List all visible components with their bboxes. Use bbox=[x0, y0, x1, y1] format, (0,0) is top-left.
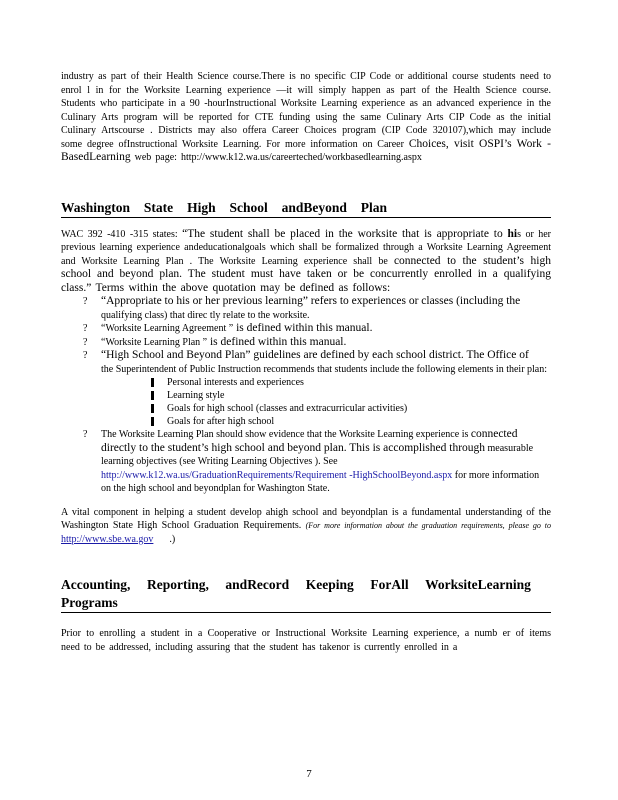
list-item-text: measurable learning objectives (see Writing Learning Objectives ). See bbox=[101, 442, 534, 467]
list-item-text: is defined within this manual. bbox=[233, 322, 373, 334]
section-heading-accounting bbox=[61, 576, 531, 594]
wac-quote-end: connected to the student’s high school and beyond plan. The student must have taken or be concurrently enrolled in a qualifying class.” Terms within the above quotation may be defined as follows: bbox=[61, 254, 551, 294]
bullet-mark: ? bbox=[83, 296, 88, 307]
bullet-mark: ? bbox=[83, 429, 88, 440]
bullet-mark: ? bbox=[83, 323, 88, 334]
list-item-text: “High School and Beyond Plan” guidelines are defined by each school district. The Office of bbox=[101, 349, 529, 361]
heading-word: Reporting, bbox=[146, 577, 209, 592]
square-bullet-icon bbox=[151, 391, 154, 400]
wac-quote-middle: s or her previous learning experience andeducationalgoals which shall be formalized through a Worksite Learning Agreement and Worksite Learning Plan . The Worksite Learning experience shall be bbox=[61, 228, 551, 267]
wac-paragraph bbox=[61, 228, 551, 296]
list-item-text: connected directly to the student’s high school and beyond plan. This is accomplished through bbox=[101, 428, 518, 454]
plan-element bbox=[151, 415, 551, 428]
list-item bbox=[83, 322, 551, 336]
heading-word: Keeping bbox=[305, 577, 354, 592]
plan-element-text: Learning style bbox=[167, 390, 225, 401]
square-bullet-icon bbox=[151, 404, 154, 413]
heading-word: Plan bbox=[360, 199, 388, 215]
list-item-text: “Worksite Learning Agreement ” bbox=[101, 323, 234, 334]
square-bullet-icon bbox=[151, 417, 154, 426]
list-item-text: The Worksite Learning Plan should show evidence that the Worksite Learning experience is bbox=[101, 429, 471, 440]
plan-element bbox=[151, 402, 551, 415]
intro-text: industry as part of their Health Science course.There is no specific CIP Code or additional course students need to enrol l in for the Worksite Learning experience —it will simply happen as part of the Health Science course. Students who participate in a 90 -hourInstructional Worksite Learning experience as an advanced experience in the Culinary Arts program will be reported for CTE funding using the same Culinary Arts CIP Code as the initial Culinary Artscourse . Districts may also offera Career Choices program (CIP Code 320107),which may include some degree ofInstructional Worksite Learning. For more information on Career bbox=[61, 71, 551, 150]
plan-element-text: Personal interests and experiences bbox=[167, 377, 304, 388]
plan-element bbox=[151, 389, 551, 402]
heading-word: Programs bbox=[61, 595, 118, 610]
heading-word: ForAll bbox=[370, 577, 409, 592]
enrollment-paragraph: Prior to enrolling a student in a Cooperative or Instructional Worksite Learning experience, a numb er of items need to be addressed, including assuring that the student has takenor is currently enrolled in a bbox=[61, 628, 551, 653]
note-close: .) bbox=[169, 533, 176, 545]
heading-rule-extension bbox=[401, 199, 551, 217]
intro-url[interactable]: http://www.k12.wa.us/careerteched/workbasedlearning.aspx bbox=[180, 152, 422, 163]
list-item bbox=[83, 349, 551, 428]
plan-element-text: Goals for high school (classes and extracurricular activities) bbox=[167, 403, 408, 414]
list-item-text: for more information on the high school and beyondplan for Washington State. bbox=[101, 469, 540, 494]
heading-word: Accounting, bbox=[61, 577, 131, 592]
plan-element bbox=[151, 376, 551, 389]
square-bullet-icon bbox=[151, 378, 154, 387]
definitions-list bbox=[61, 295, 551, 496]
wac-quote-bold: hi bbox=[507, 227, 518, 240]
list-item-text: is defined within this manual. bbox=[207, 335, 347, 348]
graduation-requirements-link[interactable]: http://www.k12.wa.us/GraduationRequirements/Requirement -HighSchoolBeyond.aspx bbox=[101, 469, 453, 481]
list-item-text: “Worksite Learning Plan ” bbox=[101, 336, 208, 348]
plan-element-text: Goals for after high school bbox=[167, 416, 275, 427]
list-item bbox=[83, 428, 551, 496]
paragraph-text: A vital component in helping a student develop ahigh school and beyondplan is a fundamental understanding of the Washington State High School Graduation Requirements. bbox=[61, 506, 551, 531]
heading-word: High bbox=[187, 199, 216, 215]
note-text: (For more information about the graduation requirements, please go to bbox=[305, 521, 551, 530]
wac-quote-start: “The student shall be placed in the worksite that is appropriate to bbox=[182, 227, 508, 240]
heading-word: School bbox=[229, 199, 268, 215]
bullet-mark: ? bbox=[83, 336, 88, 348]
wac-citation: WAC 392 -410 -315 states: bbox=[61, 228, 183, 240]
heading-word: WorksiteLearning bbox=[425, 577, 531, 592]
list-item-text: “Appropriate to his or her previous learning” refers to experiences or classes (including the bbox=[101, 295, 521, 307]
list-item bbox=[83, 295, 551, 322]
heading-word: andRecord bbox=[225, 577, 290, 592]
intro-text-tail: web page: bbox=[130, 152, 181, 163]
heading-word: Washington bbox=[61, 199, 131, 215]
heading-word: State bbox=[143, 199, 174, 215]
intro-text-lead: Choices, visit OSPI’s Work -BasedLearning bbox=[61, 137, 551, 163]
section-heading-accounting-line2 bbox=[61, 594, 551, 613]
plan-elements-list bbox=[101, 376, 551, 428]
section-heading-hsbp bbox=[61, 199, 551, 218]
list-item-text: the Superintendent of Public Instruction recommends that students include the following elements in their plan: bbox=[101, 363, 548, 375]
bullet-mark: ? bbox=[83, 350, 88, 361]
list-item-text: qualifying class) that direc tly relate to the worksite. bbox=[101, 309, 310, 321]
page-number: 7 bbox=[306, 768, 312, 780]
list-item bbox=[83, 336, 551, 350]
vital-component-paragraph bbox=[61, 506, 551, 547]
document-page bbox=[61, 70, 551, 654]
sbe-link[interactable]: http://www.sbe.wa.gov bbox=[61, 533, 154, 545]
intro-paragraph bbox=[61, 70, 551, 165]
heading-word: andBeyond bbox=[281, 199, 347, 215]
